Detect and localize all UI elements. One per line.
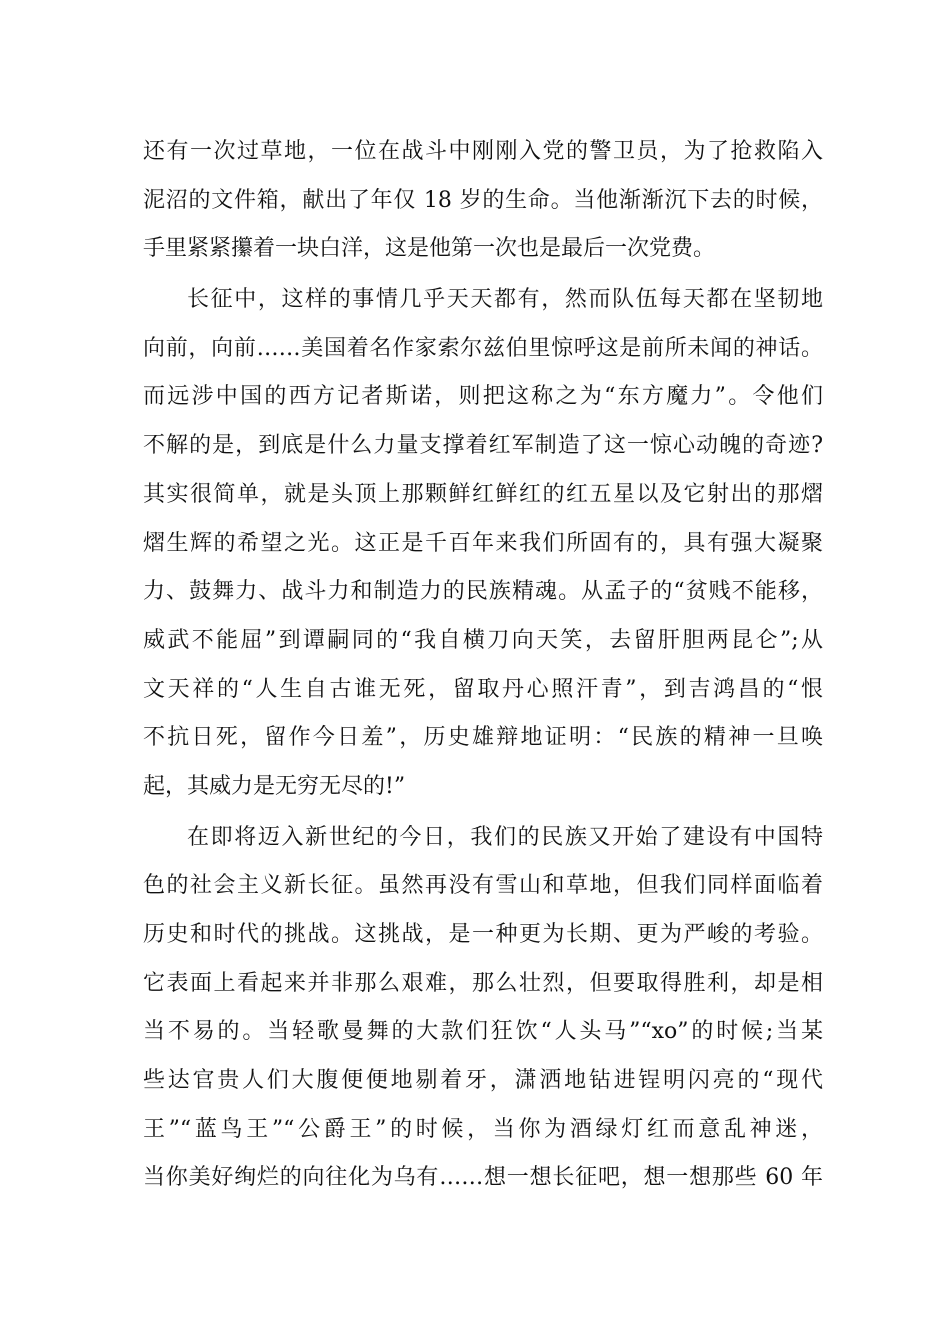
text-line: 历史和时代的挑战。这挑战，是一种更为长期、更为严峻的考验。	[143, 922, 823, 947]
text-line: 其实很简单，就是头顶上那颗鲜红鲜红的红五星以及它射出的那熠	[143, 481, 823, 507]
text-line: 起，其威力是无穷无尽的!”	[143, 773, 406, 799]
text-line: 长征中，这样的事情几乎天天都有，然而队伍每天都在坚韧地	[187, 287, 823, 313]
text-line: 威武不能屈”到谭嗣同的“我自横刀向天笑，去留肝胆两昆仑”;从	[143, 627, 823, 653]
paragraph	[143, 814, 823, 1204]
text-line: 些达官贵人们大腹便便地剔着牙，潇洒地钻进锃明闪亮的“现代	[143, 1068, 823, 1094]
text-line: 向前，向前……美国着名作家索尔兹伯里惊呼这是前所未闻的神话。	[143, 335, 823, 361]
text-line: 而远涉中国的西方记者斯诺，则把这称之为“东方魔力”。令他们	[143, 384, 823, 410]
text-line: 文天祥的“人生自古谁无死，留取丹心照汗青”，到吉鸿昌的“恨	[143, 676, 823, 702]
text-line: 色的社会主义新长征。虽然再没有雪山和草地，但我们同样面临着	[143, 873, 823, 899]
text-line: 不抗日死，留作今日羞”，历史雄辩地证明：“民族的精神一旦唤	[143, 725, 823, 751]
paragraph	[143, 128, 823, 274]
text-line: 不解的是，到底是什么力量支撑着红军制造了这一惊心动魄的奇迹?	[143, 433, 823, 459]
text-line: 当你美好绚烂的向往化为乌有……想一想长征吧，想一想那些 60 年	[143, 1165, 823, 1191]
text-line: 泥沼的文件箱，献出了年仅 18 岁的生命。当他渐渐沉下去的时候，	[143, 187, 823, 213]
text-line: 当不易的。当轻歌曼舞的大款们狂饮“人头马”“xo”的时候;当某	[143, 1019, 823, 1045]
text-line: 力、鼓舞力、战斗力和制造力的民族精魂。从孟子的“贫贱不能移，	[143, 579, 823, 605]
paragraph	[143, 276, 823, 812]
text-line: 在即将迈入新世纪的今日，我们的民族又开始了建设有中国特	[187, 824, 823, 850]
text-line: 还有一次过草地，一位在战斗中刚刚入党的警卫员，为了抢救陷入	[143, 139, 823, 164]
document-body	[143, 128, 823, 1203]
text-line: 手里紧紧攥着一块白洋，这是他第一次也是最后一次党费。	[143, 236, 716, 262]
text-line: 它表面上看起来并非那么艰难，那么壮烈，但要取得胜利，却是相	[143, 970, 823, 996]
text-line: 王”“蓝鸟王”“公爵王”的时候，当你为酒绿灯红而意乱神迷，	[143, 1116, 823, 1142]
text-line: 熠生辉的希望之光。这正是千百年来我们所固有的，具有强大凝聚	[143, 530, 823, 556]
